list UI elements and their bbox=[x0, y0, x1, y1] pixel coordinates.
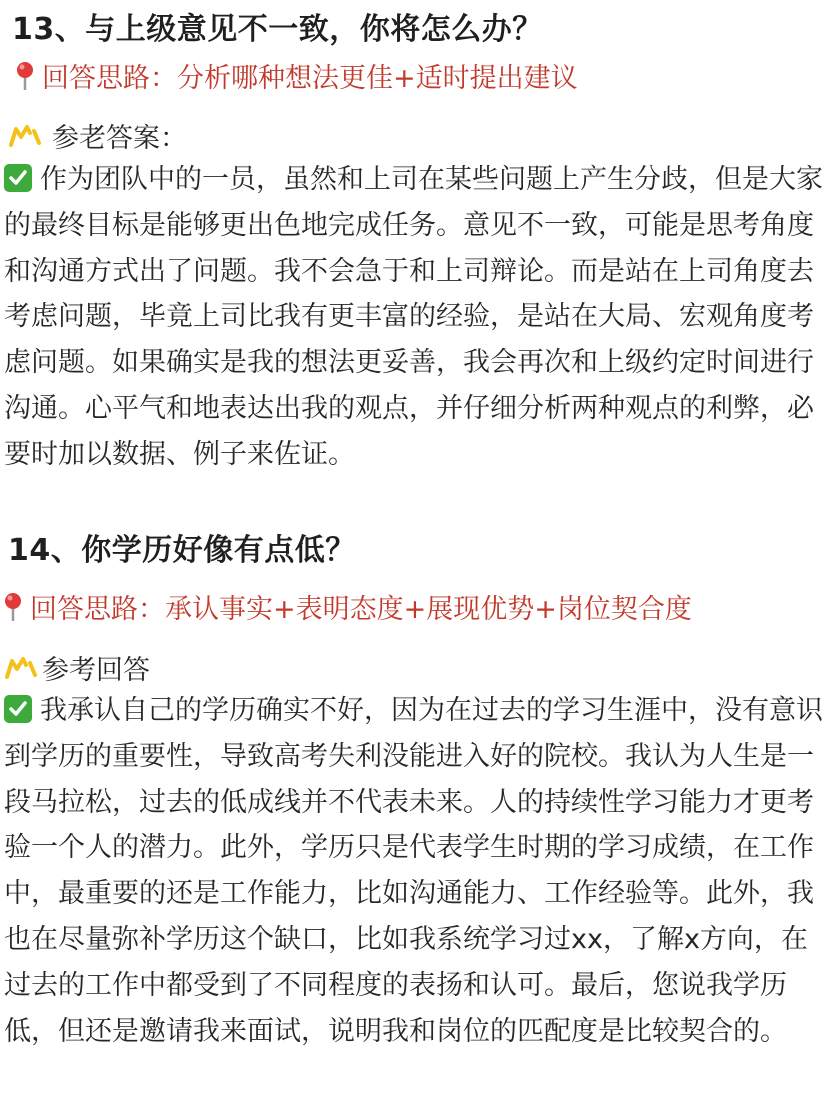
q14-tip-text: 回答思路：承认事实+表明态度+展现优势+岗位契合度 bbox=[30, 594, 692, 625]
q13-answer bbox=[4, 157, 828, 478]
round-pushpin-icon bbox=[14, 61, 36, 91]
q14-answer-text: 我承认自己的学历确实不好，因为在过去的学习生涯中，没有意识到学历的重要性，导致高考失利没能进入好的院校。我认为人生是一段马拉松，过去的低成线并不代表未来。人的持续性学习能力才更考验一个人的潜力。此外，学历只是代表学生时期的学习成绩，在工作中，最重要的还是工作能力，比如沟通能力、工作经验等。此外，我也在尽量弥补学历这个缺口，比如我系统学习过xx，了解x方向，在过去的工作中都受到了不同程度的表扬和认可。最后，您说我学历低，但还是邀请我来面试，说明我和岗位的匹配度是比较契合的。 bbox=[4, 695, 823, 1047]
sparkle-icon bbox=[4, 655, 38, 681]
q14-ref-label bbox=[4, 648, 150, 687]
q14-answer bbox=[4, 688, 828, 1054]
q14-ref-text: 参考回答 bbox=[42, 655, 150, 686]
q13-tip-text: 回答思路：分析哪种想法更佳+适时提出建议 bbox=[42, 63, 578, 94]
q13-ref-label bbox=[8, 116, 187, 155]
q14-tip bbox=[2, 587, 692, 626]
round-pushpin-icon bbox=[2, 592, 24, 622]
q14-title: 14、你学历好像有点低？ bbox=[8, 533, 356, 568]
check-mark-button-icon bbox=[4, 695, 32, 723]
check-mark-button-icon bbox=[4, 164, 32, 192]
q13-title: 13、与上级意见不一致，你将怎么办？ bbox=[12, 12, 543, 47]
sparkle-icon bbox=[8, 123, 42, 149]
q13-answer-text: 作为团队中的一员，虽然和上司在某些问题上产生分歧，但是大家的最终目标是能够更出色地完成任务。意见不一致，可能是思考角度和沟通方式出了问题。我不会急于和上司辩论。而是站在上司角度去考虑问题，毕竟上司比我有更丰富的经验，是站在大局、宏观角度考虑问题。如果确实是我的想法更妥善，我会再次和上级约定时间进行沟通。心平气和地表达出我的观点，并仔细分析两种观点的利弊，必要时加以数据、例子来佐证。 bbox=[4, 164, 823, 470]
q13-tip bbox=[14, 56, 578, 95]
q13-ref-text: 参老答案： bbox=[52, 123, 187, 154]
